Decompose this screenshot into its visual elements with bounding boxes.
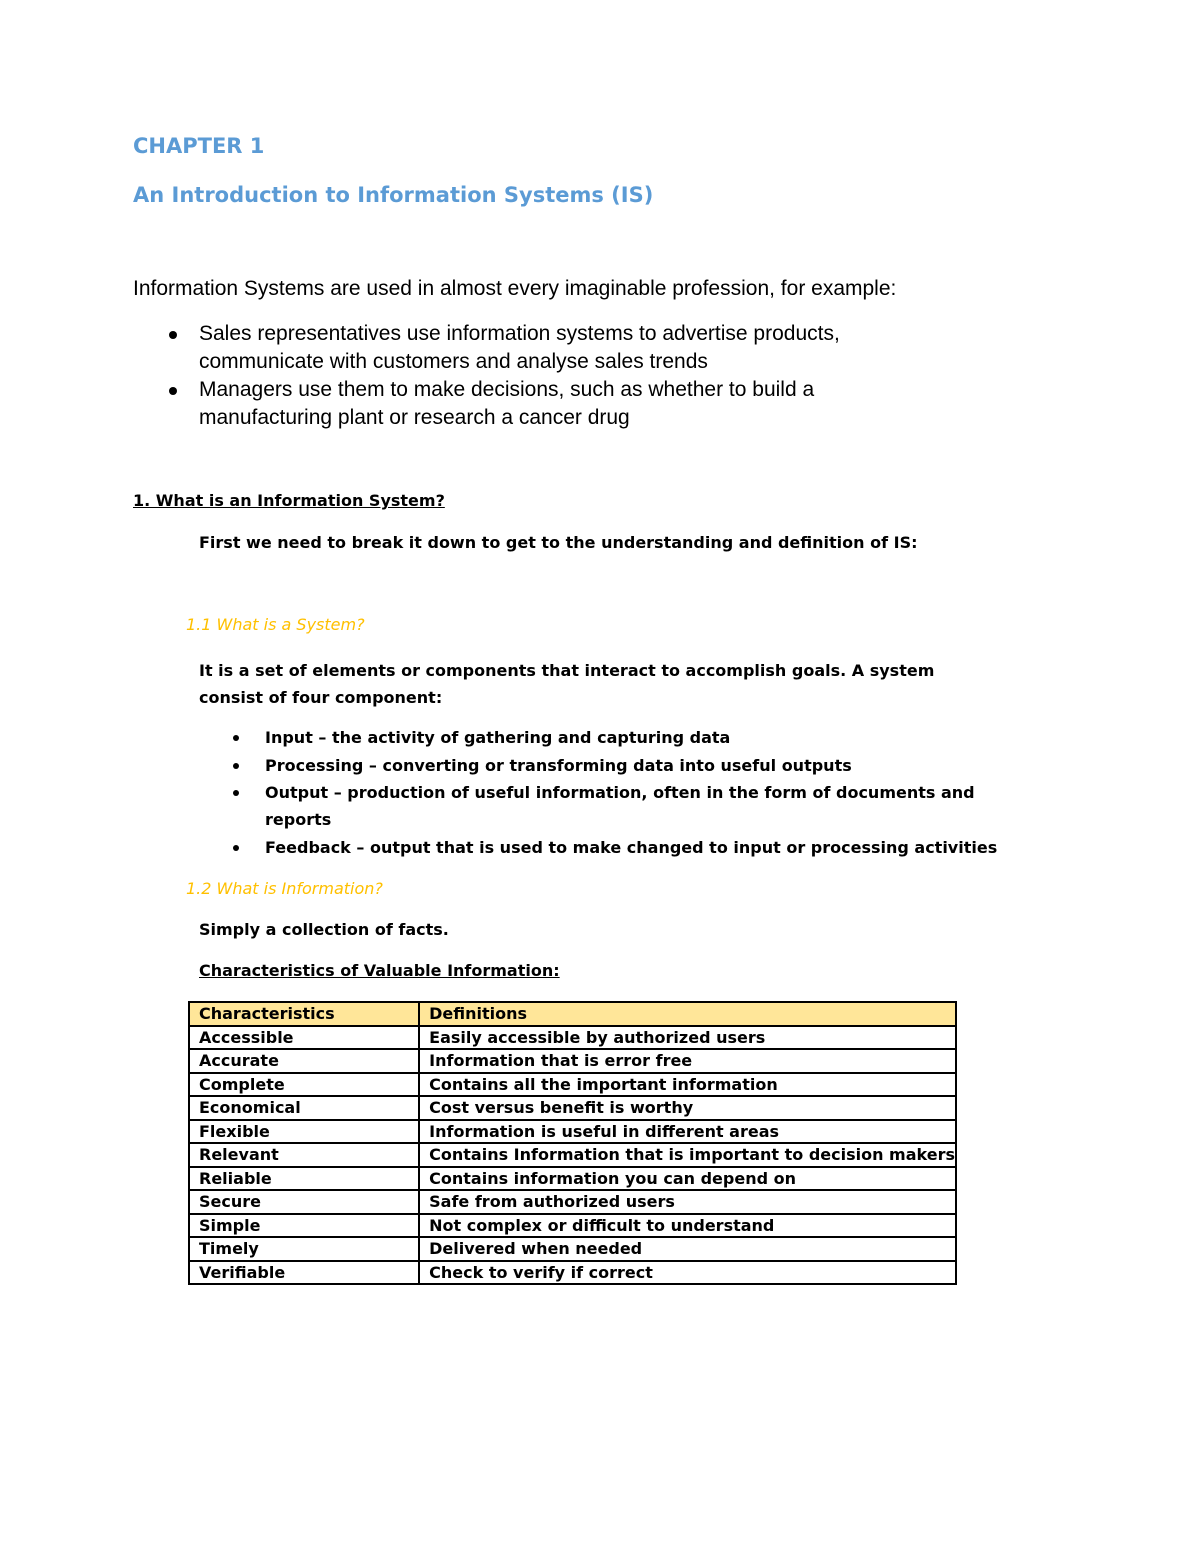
component-bullet-line: reports: [265, 810, 332, 829]
component-bullet-line: Processing – converting or transforming data into useful outputs: [265, 756, 852, 775]
table-row: [189, 1261, 956, 1285]
table-row: [189, 1049, 956, 1073]
section-1-1-heading: 1.1 What is a System?: [186, 615, 365, 634]
table-cell: Timely: [189, 1237, 419, 1261]
table-cell: Complete: [189, 1073, 419, 1097]
table-cell: Reliable: [189, 1167, 419, 1191]
table-cell: Flexible: [189, 1120, 419, 1144]
bullet-icon: [169, 387, 177, 395]
column-header: Characteristics: [189, 1002, 419, 1026]
section-1-2-paragraph: Simply a collection of facts.: [199, 920, 449, 939]
bullet-icon: [233, 845, 239, 851]
table-row: [189, 1096, 956, 1120]
bullet-icon: [233, 790, 239, 796]
table-header-row: [189, 1002, 956, 1026]
table-row: [189, 1167, 956, 1191]
table-cell: Safe from authorized users: [419, 1190, 956, 1214]
table-row: [189, 1237, 956, 1261]
table-cell: Accessible: [189, 1026, 419, 1050]
section-1-1-paragraph: It is a set of elements or components that interact to accomplish goals. A system consist of four component:: [199, 661, 935, 707]
table-row: [189, 1026, 956, 1050]
table-row: [189, 1143, 956, 1167]
table-cell: Contains Information that is important to decision makers: [419, 1143, 956, 1167]
table-row: [189, 1120, 956, 1144]
table-cell: Delivered when needed: [419, 1237, 956, 1261]
table-cell: Easily accessible by authorized users: [419, 1026, 956, 1050]
section-1-heading: 1. What is an Information System?: [133, 491, 445, 510]
table-cell: Cost versus benefit is worthy: [419, 1096, 956, 1120]
intro-bullet-line: Managers use them to make decisions, such as whether to build a: [199, 378, 815, 401]
section-1-2-heading: 1.2 What is Information?: [186, 879, 383, 898]
table-cell: Check to verify if correct: [419, 1261, 956, 1285]
component-bullet-line: Output – production of useful information, often in the form of documents and: [265, 783, 975, 802]
characteristics-table: [188, 1001, 957, 1285]
section-1-lead: First we need to break it down to get to the understanding and definition of IS:: [199, 533, 918, 552]
bullet-icon: [233, 735, 239, 741]
component-bullet-line: Feedback – output that is used to make changed to input or processing activities: [265, 838, 998, 857]
component-bullet-line: Input – the activity of gathering and capturing data: [265, 728, 731, 747]
table-row: [189, 1073, 956, 1097]
table-row: [189, 1214, 956, 1238]
table-cell: Not complex or difficult to understand: [419, 1214, 956, 1238]
intro-paragraph: Information Systems are used in almost every imaginable profession, for example:: [133, 277, 897, 300]
chapter-label: CHAPTER 1: [133, 134, 265, 158]
table-cell: Accurate: [189, 1049, 419, 1073]
table-cell: Secure: [189, 1190, 419, 1214]
table-cell: Information that is error free: [419, 1049, 956, 1073]
intro-bullet-line: manufacturing plant or research a cancer drug: [199, 406, 630, 429]
table-cell: Relevant: [189, 1143, 419, 1167]
intro-bullet-line: communicate with customers and analyse sales trends: [199, 350, 708, 373]
table-cell: Simple: [189, 1214, 419, 1238]
page-title: An Introduction to Information Systems (IS): [133, 183, 654, 207]
bullet-icon: [233, 763, 239, 769]
column-header: Definitions: [419, 1002, 956, 1026]
table-cell: Contains all the important information: [419, 1073, 956, 1097]
table-caption: Characteristics of Valuable Information:: [199, 961, 560, 980]
intro-bullet-line: Sales representatives use information systems to advertise products,: [199, 322, 840, 345]
table-cell: Contains information you can depend on: [419, 1167, 956, 1191]
bullet-icon: [169, 331, 177, 339]
table-cell: Economical: [189, 1096, 419, 1120]
table-row: [189, 1190, 956, 1214]
table-cell: Information is useful in different areas: [419, 1120, 956, 1144]
table-cell: Verifiable: [189, 1261, 419, 1285]
